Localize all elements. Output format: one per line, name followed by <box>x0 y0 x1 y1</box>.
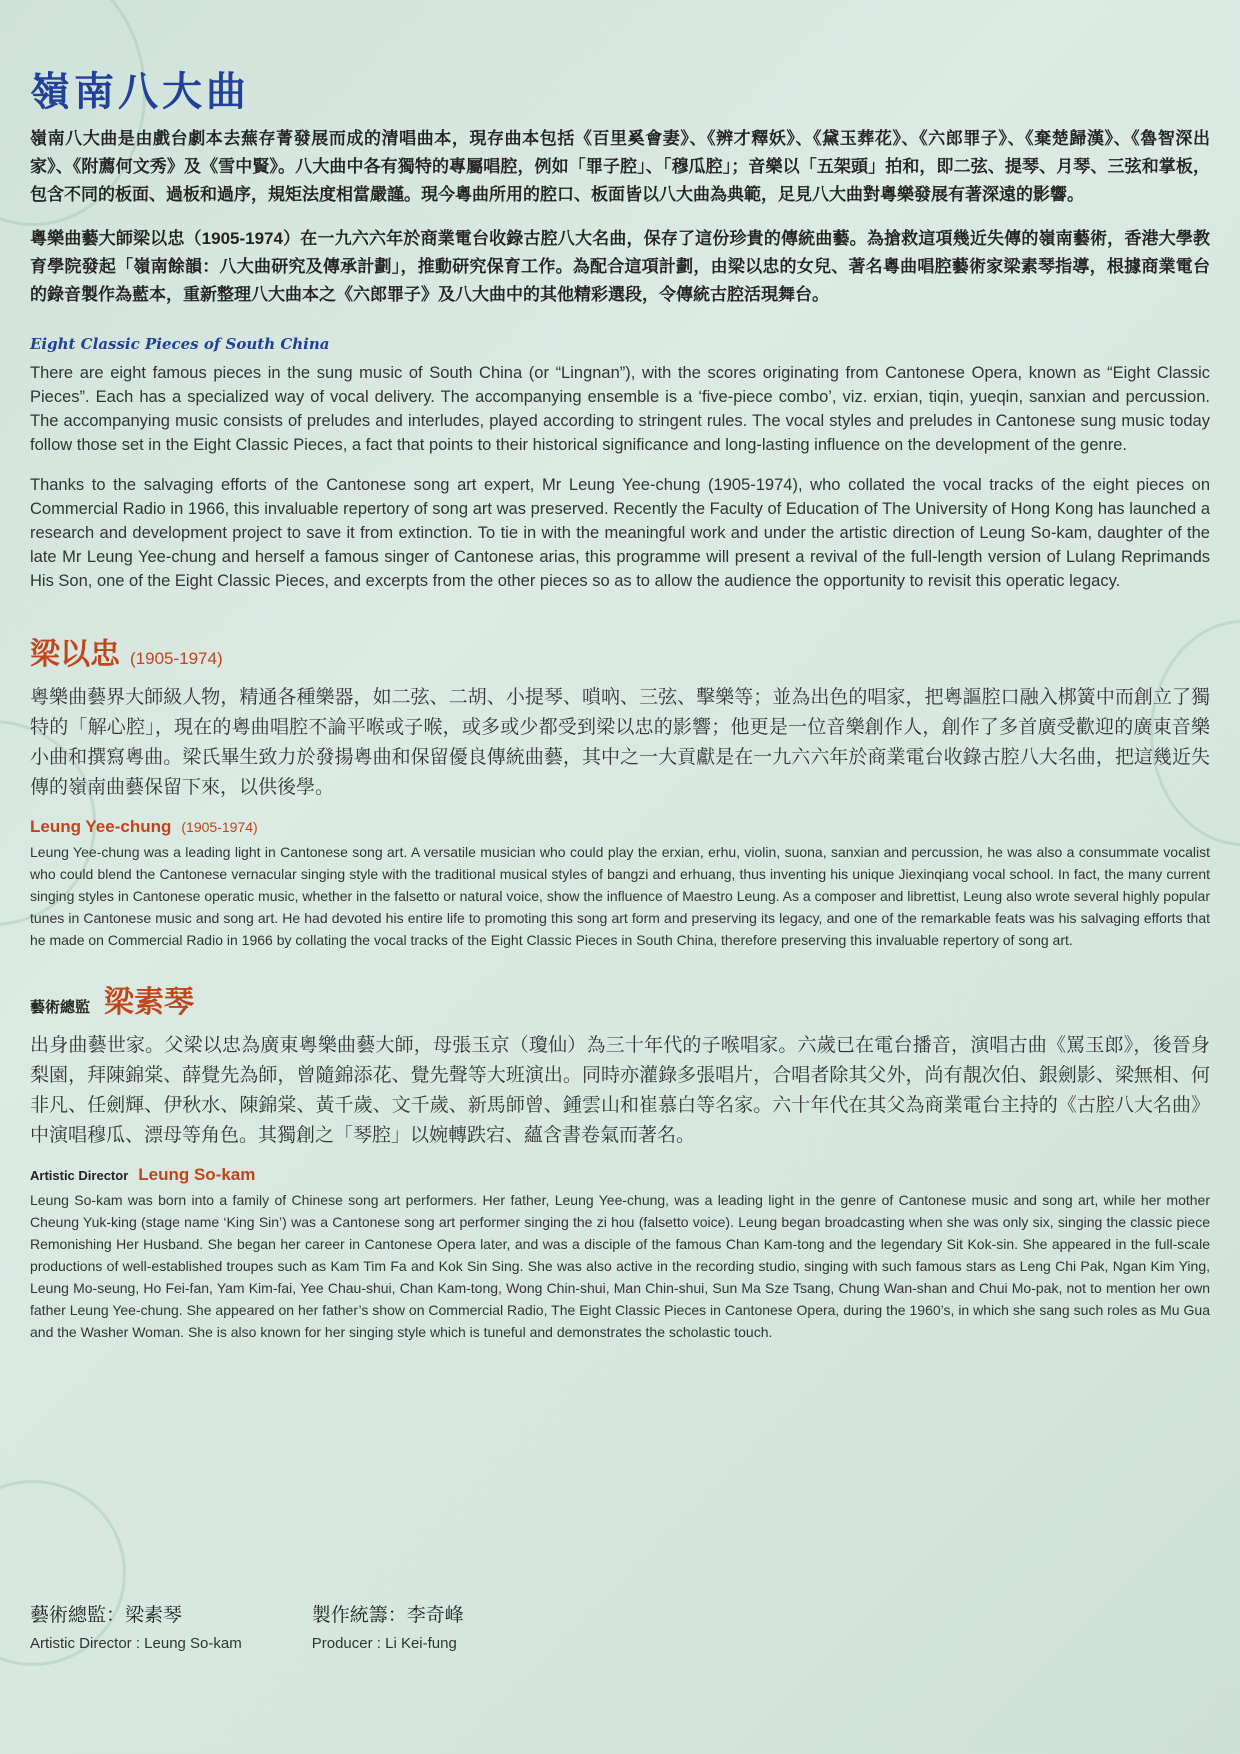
project-paragraph-en: Thanks to the salvaging efforts of the Cantonese song art expert, Mr Leung Yee-chung (1905-1974), who collated the vocal tracks of the eight pieces on Commercial Radio in 1966, this invaluable repertory of song art was preserved. Recently the Faculty of Education of The University of Hong Kong has launched a research and development project to save it from extinction. To tie in with the meaningful work and under the artistic direction of Leung So-kam, daughter of the late Mr Leung Yee-chung and herself a famous singer of Cantonese arias, this programme will present a revival of the full-length version of Lulang Reprimands His Son, one of the Eight Classic Pieces, and excerpts from the other pieces so as to allow the audience the opportunity to revisit this operatic legacy. <box>30 476 1210 590</box>
credits <box>30 1600 464 1652</box>
person2-bio-zh: 出身曲藝世家。父梁以忠為廣東粵樂曲藝大師，母張玉京（瓊仙）為三十年代的子喉唱家。六歲已在電台播音，演唱古曲《罵玉郎》，後晉身梨園，拜陳錦棠、薛覺先為師，曾隨錦添花、覺先聲等大班演出。同時亦灌錄多張唱片，合唱者除其父外，尚有靚次伯、銀劍影、梁無相、何非凡、任劍輝、伊秋水、陳錦棠、黃千歲、文千歲、新馬師曾、鍾雲山和崔慕白等名家。六十年代在其父為商業電台主持的《古腔八大名曲》中演唱穆瓜、漂母等角色。其獨創之「琴腔」以婉轉跌宕、蘊含書卷氣而著名。 <box>30 1035 1210 1146</box>
credit-producer <box>312 1600 464 1652</box>
person1-bio-en: Leung Yee-chung was a leading light in Cantonese song art. A versatile musician who could play the erxian, erhu, violin, suona, sanxian and percussion, he was also a consummate vocalist who could blend the Cantonese vernacular singing style with the traditional musical styles of bangzi and erhuang, thus inventing his unique Jiexinqiang vocal school. In fact, the many current singing styles in Cantonese operatic music, whether in the falsetto or natural voice, show the influence of Maestro Leung. As a composer and librettist, Leung also wrote several highly popular tunes in Cantonese music and song art. He had devoted his entire life to promoting this song art form and preserving its legacy, and one of the remarkable feats was his salvaging efforts that he made on Commercial Radio in 1966 by collating the vocal tracks of the Eight Classic Pieces in South China, therefore preserving this invaluable repertory of song art. <box>30 844 1210 948</box>
person1-name-en: Leung Yee-chung <box>30 817 172 836</box>
person2-role-zh: 藝術總監 <box>30 999 91 1016</box>
person2-name-zh: 梁素琴 <box>104 985 195 1020</box>
person2-heading-en <box>30 1165 1210 1185</box>
section-heading-zh: 嶺南八大曲 <box>30 68 250 115</box>
person1-name-zh: 梁以忠 <box>30 637 120 672</box>
project-paragraph-zh: 粵樂曲藝大師梁以忠（1905-1974）在一九六六年於商業電台收錄古腔八大名曲，保存了這份珍貴的傳統曲藝。為搶救這項幾近失傳的嶺南藝術，香港大學教育學院發起「嶺南餘韻：八大曲研究及傳承計劃」，推動研究保育工作。為配合這項計劃，由梁以忠的女兒、著名粵曲唱腔藝術家梁素琴指導，根據商業電台的錄音製作為藍本，重新整理八大曲本之《六郎罪子》及八大曲中的其他精彩選段，令傳統古腔活現舞台。 <box>30 229 1210 304</box>
intro-paragraph-zh: 嶺南八大曲是由戲台劇本去蕪存菁發展而成的清唱曲本，現存曲本包括《百里奚會妻》、《辨才釋妖》、《黛玉葬花》、《六郎罪子》、《棄楚歸漢》、《魯智深出家》、《附薦何文秀》及《雪中賢》。八大曲中各有獨特的專屬唱腔，例如「罪子腔」、「穆瓜腔」；音樂以「五架頭」拍和，即二弦、提琴、月琴、三弦和掌板，包含不同的板面、過板和過序，規矩法度相當嚴謹。現今粵曲所用的腔口、板面皆以八大曲為典範，足見八大曲對粵樂發展有著深遠的影響。 <box>30 129 1210 204</box>
person2-name-en: Leung So-kam <box>138 1165 256 1184</box>
person1-years-en: (1905-1974) <box>181 819 258 835</box>
credit-director <box>30 1600 242 1652</box>
person2-role-en: Artistic Director <box>30 1168 129 1183</box>
section-heading-en: Eight Classic Pieces of South China <box>30 335 330 353</box>
intro-paragraph-en: There are eight famous pieces in the sung music of South China (or “Lingnan”), with the scores originating from Cantonese Opera, known as “Eight Classic Pieces”. Each has a specialized way of vocal delivery. The accompanying ensemble is a ‘five-piece combo’, viz. erxian, tiqin, yueqin, sanxian and percussion. The accompanying music consists of preludes and interludes, played according to stringent rules. The vocal styles and preludes in Cantonese sung music today follow those set in the Eight Classic Pieces, a fact that points to their historical significance and long-lasting influence on the development of the genre. <box>30 364 1210 454</box>
person1-heading <box>30 629 1210 673</box>
person2-heading <box>30 977 1210 1021</box>
page-content <box>30 60 1210 1343</box>
credit-director-zh: 藝術總監：梁素琴 <box>30 1605 183 1626</box>
person1-years: (1905-1974) <box>130 649 223 668</box>
credit-director-en: Artistic Director : Leung So-kam <box>30 1635 242 1652</box>
person1-heading-en <box>30 817 1210 837</box>
person1-bio-zh: 粵樂曲藝界大師級人物，精通各種樂器，如二弦、二胡、小提琴、嗩吶、三弦、擊樂等；並為出色的唱家，把粵謳腔口融入梆簧中而創立了獨特的「解心腔」，現在的粵曲唱腔不論平喉或子喉，或多或少都受到梁以忠的影響；他更是一位音樂創作人，創作了多首廣受歡迎的廣東音樂小曲和撰寫粵曲。梁氏畢生致力於發揚粵曲和保留優良傳統曲藝，其中之一大貢獻是在一九六六年於商業電台收錄古腔八大名曲，把這幾近失傳的嶺南曲藝保留下來，以供後學。 <box>30 687 1210 798</box>
credit-producer-zh: 製作統籌：李奇峰 <box>311 1605 464 1626</box>
credit-producer-en: Producer : Li Kei-fung <box>311 1635 457 1652</box>
person2-bio-en: Leung So-kam was born into a family of Chinese song art performers. Her father, Leung Yee-chung, was a leading light in the genre of Cantonese music and song art, while her mother Cheung Yuk-king (stage name ‘King Sin’) was a Cantonese song art performer singing the zi hou (falsetto voice). Leung began broadcasting when she was only six, singing the classic piece Remonishing Her Husband. She began her career in Cantonese Opera later, and was a disciple of the famous Chan Kam-tong and the legendary Sit Kok-sin. She appeared in the full-scale productions of well-established troupes such as Kam Tim Fa and Kok Sin Sing. She was also active in the recording studio, singing with such famous stars as Leng Chi Pak, Ngan Kim Ying, Leung Mo-seung, Ho Fei-fan, Yam Kim-fai, Yee Chau-shui, Chan Kam-tong, Wong Chin-shui, Man Chin-shui, Sun Ma Sze Tsang, Chung Wan-shan and Chui Mo-pak, not to mention her own father Leung Yee-chung. She appeared on her father’s show on Commercial Radio, The Eight Classic Pieces in Cantonese Opera, during the 1960’s, in which she sang such roles as Mu Gua and the Washer Woman. She is also known for her singing style which is tuneful and demonstrates the scholastic touch. <box>30 1192 1210 1340</box>
